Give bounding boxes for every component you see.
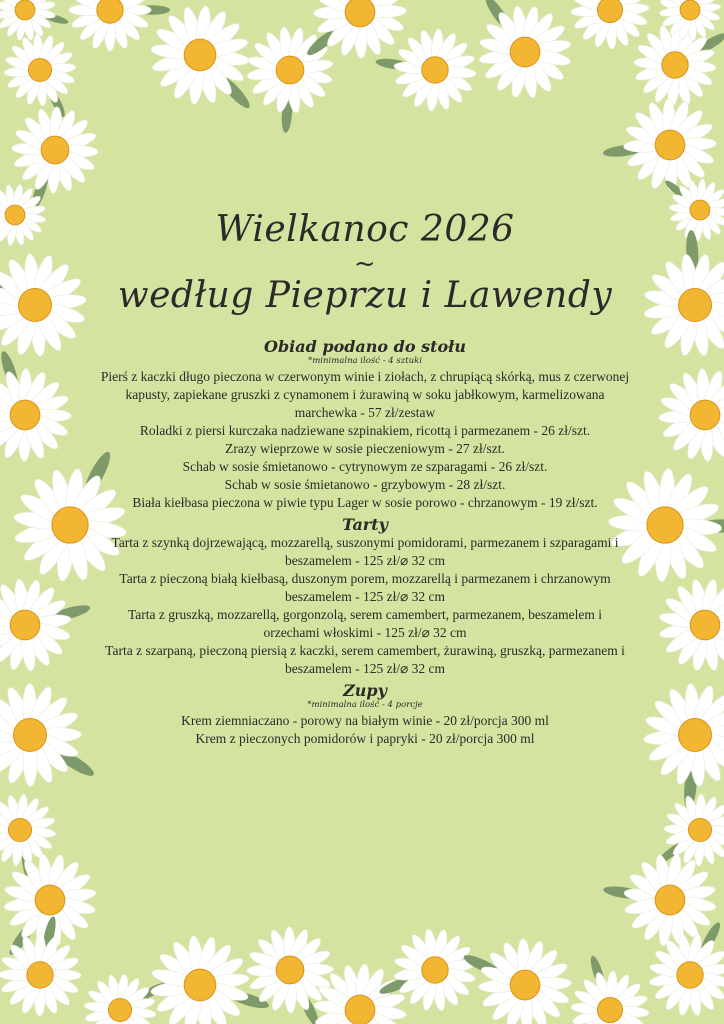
daisy-icon (69, 0, 170, 51)
daisy-icon (643, 230, 724, 357)
daisy-icon (0, 0, 69, 41)
menu-item: Pierś z kaczki długo pieczona w czerwonym winie i ziołach, z chrupiącą skórką, mus z czerwonej kapusty, zapiekane gruszki z cynamonem i żurawiną w soku jabłkowym, karmelizowana marchewka - 57 zł/zestaw (100, 369, 630, 420)
menu-item: Roladki z piersi kurczaka nadziewane szpinakiem, ricottą i parmezanem - 26 zł/szt. (139, 423, 591, 438)
daisy-icon (571, 0, 650, 49)
daisy-icon (462, 938, 572, 1024)
daisy-icon (304, 0, 406, 59)
menu-item: Schab w sosie śmietanowo - cytrynowym ze szparagami - 26 zł/szt. (182, 459, 548, 474)
menu-item: Schab w sosie śmietanowo - grzybowym - 28 zł/szt. (224, 477, 506, 492)
daisy-icon (150, 935, 270, 1024)
section-lunch (100, 338, 630, 512)
daisy-icon (634, 24, 724, 107)
daisy-icon (0, 253, 87, 357)
daisy-icon (84, 974, 168, 1024)
daisy-icon (0, 349, 71, 461)
menu-item: Tarta z szynką dojrzewającą, mozzarellą, suszonymi pomidorami, parmezanem i szparagami i beszamelem - 125 zł/⌀ 32 cm (111, 535, 619, 568)
menu-item: Biała kiełbasa pieczona w piwie typu Lager w sosie porowo - chrzanowym - 19 zł/szt. (132, 495, 598, 510)
section-note: *minimalna ilość - 4 sztuki (308, 356, 422, 366)
menu-content (100, 210, 630, 748)
daisy-icon (4, 34, 77, 119)
daisy-icon (478, 0, 571, 99)
menu-item: Tarta z szarpaną, pieczoną piersią z kaczki, serem camembert, żurawiną, gruszką, parmezanem i beszamelem - 125 zł/⌀ 32 cm (105, 643, 625, 676)
menu-item: Tarta z gruszką, mozzarellą, gorgonzolą, serem camembert, parmezanem, beszamelem i orzechami włoskimi - 125 zł/⌀ 32 cm (127, 607, 603, 640)
section-title: Zupy (343, 681, 387, 700)
title-separator: ~ (353, 249, 377, 279)
daisy-icon (0, 578, 92, 672)
section-soups (100, 682, 630, 748)
menu-item: Zrazy wieprzowe w sosie pieczeniowym - 27 zł/szt. (225, 441, 505, 456)
daisy-icon (658, 363, 724, 462)
menu-item: Tarta z pieczoną białą kiełbasą, duszonym porem, mozzarellą i parmezanem i chrzanowym beszamelem - 125 zł/⌀ 32 cm (119, 571, 611, 604)
daisy-icon (602, 98, 716, 191)
daisy-icon (571, 954, 650, 1024)
section-note: *minimalna ilość - 4 porcje (307, 700, 423, 710)
daisy-icon (150, 5, 253, 111)
daisy-icon (663, 178, 724, 241)
daisy-icon (658, 578, 724, 678)
daisy-icon (643, 683, 724, 810)
daisy-icon (0, 683, 97, 786)
menu-item: Krem z pieczonych pomidorów i papryki - 20 zł/porcja 300 ml (195, 731, 535, 746)
page-title-line-1: Wielkanoc 2026 (215, 209, 515, 250)
section-title: Tarty (342, 515, 388, 534)
daisy-icon (602, 853, 716, 947)
section-tarts (100, 516, 630, 678)
page-title-line-2: według Pieprzu i Lawendy (117, 275, 613, 316)
section-title: Obiad podano do stołu (264, 337, 466, 356)
daisy-icon (656, 794, 724, 866)
menu-item: Krem ziemniaczano - porowy na białym winie - 20 zł/porcja 300 ml (181, 713, 549, 728)
